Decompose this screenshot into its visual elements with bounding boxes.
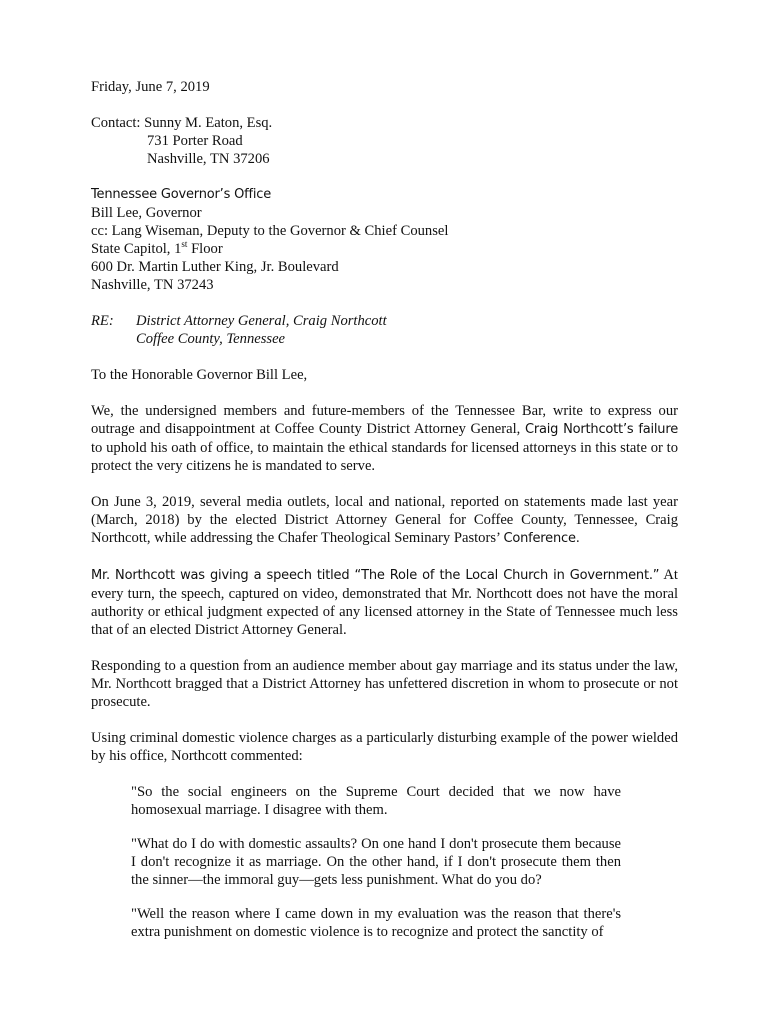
contact-name-line <box>91 114 678 132</box>
re-block <box>91 312 678 348</box>
paragraph-2: On June 3, 2019, several media outlets, local and national, reported on statements made last year (March, 2018) by the elected District Attorney General for Coffee County, Tennessee, Craig Northcott, while addressing the Chafer Theological Seminary Pastors’ Conference. <box>91 494 678 546</box>
salutation: To the Honorable Governor Bill Lee, <box>91 367 308 383</box>
contact-name: Sunny M. Eaton, Esq. <box>144 115 273 131</box>
paragraph-3: Mr. Northcott was giving a speech titled “The Role of the Local Church in Government.” At every turn, the speech, captured on video, demonstrated that Mr. Northcott does not have the moral authority or ethical judgment expected of any licensed attorney in the State of Tennessee much less that of an elected District Attorney General. <box>91 567 678 638</box>
quote-1: "So the social engineers on the Supreme Court decided that we now have homosexual marriage. I disagree with them. <box>131 784 621 818</box>
recipient-block <box>91 186 678 294</box>
contact-street: 731 Porter Road <box>147 133 243 149</box>
quote-2: "What do I do with domestic assaults? On one hand I don't prosecute them because I don't recognize it as marriage. On the other hand, if I don't prosecute them then the sinner—the immoral guy—gets less punishment. What do you do? <box>131 836 621 888</box>
contact-block <box>91 114 678 168</box>
paragraph-5: Using criminal domestic violence charges as a particularly disturbing example of the power wielded by his office, Northcott commented: <box>91 730 678 764</box>
paragraph-3-alt-font: Mr. Northcott was giving a speech titled “The Role of the Local Church in Government.” <box>91 568 660 583</box>
letter-date: Friday, June 7, 2019 <box>91 79 210 95</box>
recipient-cc: cc: Lang Wiseman, Deputy to the Governor & Chief Counsel <box>91 223 449 239</box>
paragraph-4: Responding to a question from an audience member about gay marriage and its status under the law, Mr. Northcott bragged that a District Attorney has unfettered discretion in whom to prosecute or not prosecute. <box>91 658 678 710</box>
re-county: Coffee County, Tennessee <box>136 331 286 347</box>
re-label: RE: <box>91 313 114 329</box>
letter-page <box>91 78 678 957</box>
re-subject: District Attorney General, Craig Northcott <box>136 313 387 329</box>
recipient-name: Bill Lee, Governor <box>91 205 202 221</box>
re-line-1 <box>91 312 678 330</box>
contact-label: Contact: <box>91 115 141 131</box>
building-ordinal: st <box>181 239 188 250</box>
quote-3: "Well the reason where I came down in my evaluation was the reason that there's extra punishment on domestic violence is to recognize and protect the sanctity of <box>131 906 621 940</box>
building-prefix: State Capitol, 1 <box>91 241 182 257</box>
paragraph-2-alt-font: Conference. <box>503 531 580 546</box>
recipient-building <box>91 240 678 258</box>
contact-city: Nashville, TN 37206 <box>147 151 270 167</box>
recipient-street: 600 Dr. Martin Luther King, Jr. Boulevard <box>91 259 339 275</box>
paragraph-1: We, the undersigned members and future-members of the Tennessee Bar, write to express our outrage and disappointment at Coffee County District Attorney General, Craig Northcott’s failure to uphold his oath of office, to maintain the ethical standards for licensed attorneys in this state or to protect the very citizens he is mandated to serve. <box>91 403 679 474</box>
recipient-office: Tennessee Governor’s Office <box>91 187 272 202</box>
recipient-city: Nashville, TN 37243 <box>91 277 214 293</box>
re-line-2 <box>91 330 678 348</box>
building-suffix: Floor <box>187 241 223 257</box>
paragraph-1-alt-font: Craig Northcott’s failure <box>524 422 679 437</box>
